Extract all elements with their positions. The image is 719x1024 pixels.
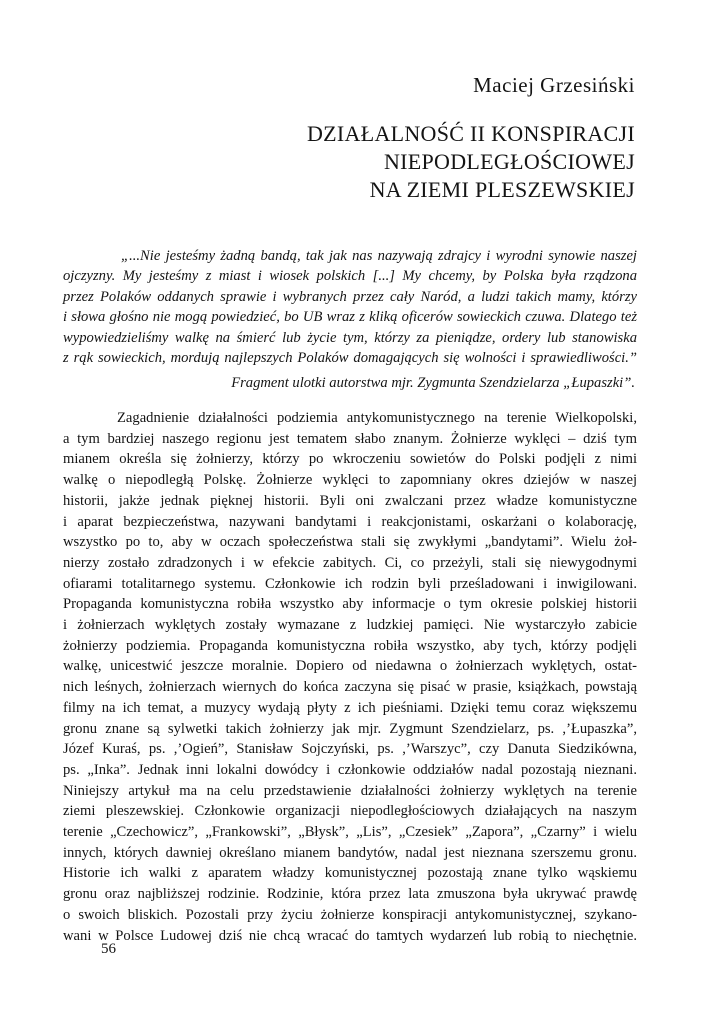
epigraph-quote — [63, 246, 637, 368]
author-name: Maciej Grzesiński — [473, 73, 635, 97]
body-line: Zagadnienie działalności podziemia antykomunistycznego na terenie Wielkopolski, — [117, 410, 637, 426]
body-line: innych, których dawniej określano mianem bandytów, nadal jest nieznana szerszemu gronu. — [63, 844, 637, 861]
body-line: ofiarami totalitarnego systemu. Członkowie ich rodzin byli prześladowani i inwigilowani. — [63, 575, 637, 592]
body-line: i żołnierzach wyklętych zostały wymazane z ludzkiej pamięci. Nie wystarczyło zabicie — [63, 617, 637, 634]
quote-line: z rąk sowieckich, mordują najlepszych Polaków domagających się wolności i sprawiedliwości.” — [63, 350, 637, 367]
body-line: o swoich bliskich. Pozostali przy życiu żołnierze konspiracji antykomunistycznej, szykano- — [63, 906, 637, 923]
body-line: filmy na ich temat, a muzycy wydają płyty z ich pieśniami. Dzięki temu coraz większemu — [63, 699, 637, 716]
body-line: ps. „Inka”. Jednak inni lokalni dowódcy i członkowie oddziałów nadal pozostają nieznani. — [63, 761, 637, 778]
body-text — [63, 408, 637, 946]
title-line: DZIAŁALNOŚĆ II KONSPIRACJI — [306, 121, 635, 146]
quote-source: Fragment ulotki autorstwa mjr. Zygmunta Szendzielarza „Łupaszki”. — [231, 375, 635, 391]
body-line: i aparat bezpieczeństwa, nazywani bandytami i reakcjonistami, oskarżani o kolaborację, — [63, 513, 637, 530]
body-line: walkę, unicestwić jeszcze moralnie. Dopiero od niedawna o żołnierzach wyklętych, ostat- — [63, 658, 637, 675]
body-line: nich leśnych, żołnierzach wiernych do końca zaczyna się pisać w prasie, książkach, powstają — [63, 679, 637, 696]
body-line: a tym bardziej naszego regionu jest tematem słabo znanym. Żołnierze wyklęci – dziś tym — [63, 430, 637, 447]
body-line: Józef Kuraś, ps. ,’Ogień”, Stanisław Sojczyński, ps. ,’Warszyc”, czy Danuta Siedzikówna, — [63, 741, 637, 758]
quote-line: wypowiedzieliśmy walkę na śmierć lub życie tym, którzy za pieniądze, ordery lub stanowiska — [63, 329, 637, 346]
body-line: gronu znane są sylwetki takich żołnierzy jak mjr. Zygmunt Szendzielarz, ps. ,’Łupaszka”, — [63, 720, 637, 737]
quote-line: „...Nie jesteśmy żadną bandą, tak jak nas nazywają zdrajcy i wyrodni synowie naszej — [121, 248, 637, 264]
quote-line: przez Polaków oddanych sprawie i wybranych przez cały Naród, a ludzi takich mamy, którzy — [63, 288, 637, 305]
body-line: walkę o niepodległą Polskę. Żołnierze wyklęci to zapomniany okres dziejów w naszej — [63, 472, 637, 489]
body-line: Niniejszy artykuł ma na celu przedstawienie działalności żołnierzy wyklętych na terenie — [63, 782, 637, 799]
body-line: nierzy zostało zdradzonych i w efekcie zabitych. Ci, co przeżyli, stali się niewygodnymi — [63, 554, 637, 571]
body-line: mianem określa się żołnierzy, którzy po wkroczeniu sowietów do Polski podjęli z nimi — [63, 451, 637, 468]
body-line: ziemi pleszewskiej. Członkowie organizacji niepodległościowych działających na naszym — [63, 803, 637, 820]
title-line: NA ZIEMI PLESZEWSKIEJ — [369, 177, 635, 202]
body-line: Propaganda komunistyczna robiła wszystko aby informacje o tym okresie polskiej historii — [63, 596, 637, 613]
body-line: żołnierzy podziemia. Propaganda komunistyczna robiła wszystko, aby tych, którzy podjęli — [63, 637, 637, 654]
article-title — [75, 120, 635, 204]
body-line: terenie „Czechowicz”, „Frankowski”, „Błysk”, „Lis”, „Czesiek” „Zapora”, „Czarny” i wielu — [63, 824, 637, 841]
title-line: NIEPODLEGŁOŚCIOWEJ — [383, 149, 635, 174]
body-line: wani w Polsce Ludowej dziś nie chcą wracać do tamtych wydarzeń lub robią to niechętnie. — [63, 927, 637, 944]
body-line: historii, jakże jednak pięknej historii. Byli oni zwalczani przez władze komunistyczne — [63, 492, 637, 509]
body-line: Historie ich walki z aparatem władzy komunistycznej pozostają znane tylko wąskiemu — [63, 865, 637, 882]
page-number: 56 — [101, 941, 116, 957]
quote-line: i słowa głośno nie mogą powiedzieć, bo UB wraz z kliką oficerów sowieckich czuwa. Dlatego też — [63, 309, 637, 326]
body-line: gronu oraz najbliższej rodzinie. Rodzinie, która przez lata zmuszona była ukrywać prawdę — [63, 886, 637, 903]
body-line: wszystko po to, aby w oczach społeczeństwa stali się zwykłymi „bandytami”. Wielu żoł- — [63, 534, 637, 551]
quote-line: ojczyzny. My jesteśmy z miast i wiosek polskich [...] My chcemy, by Polska była rządzona — [63, 268, 637, 285]
